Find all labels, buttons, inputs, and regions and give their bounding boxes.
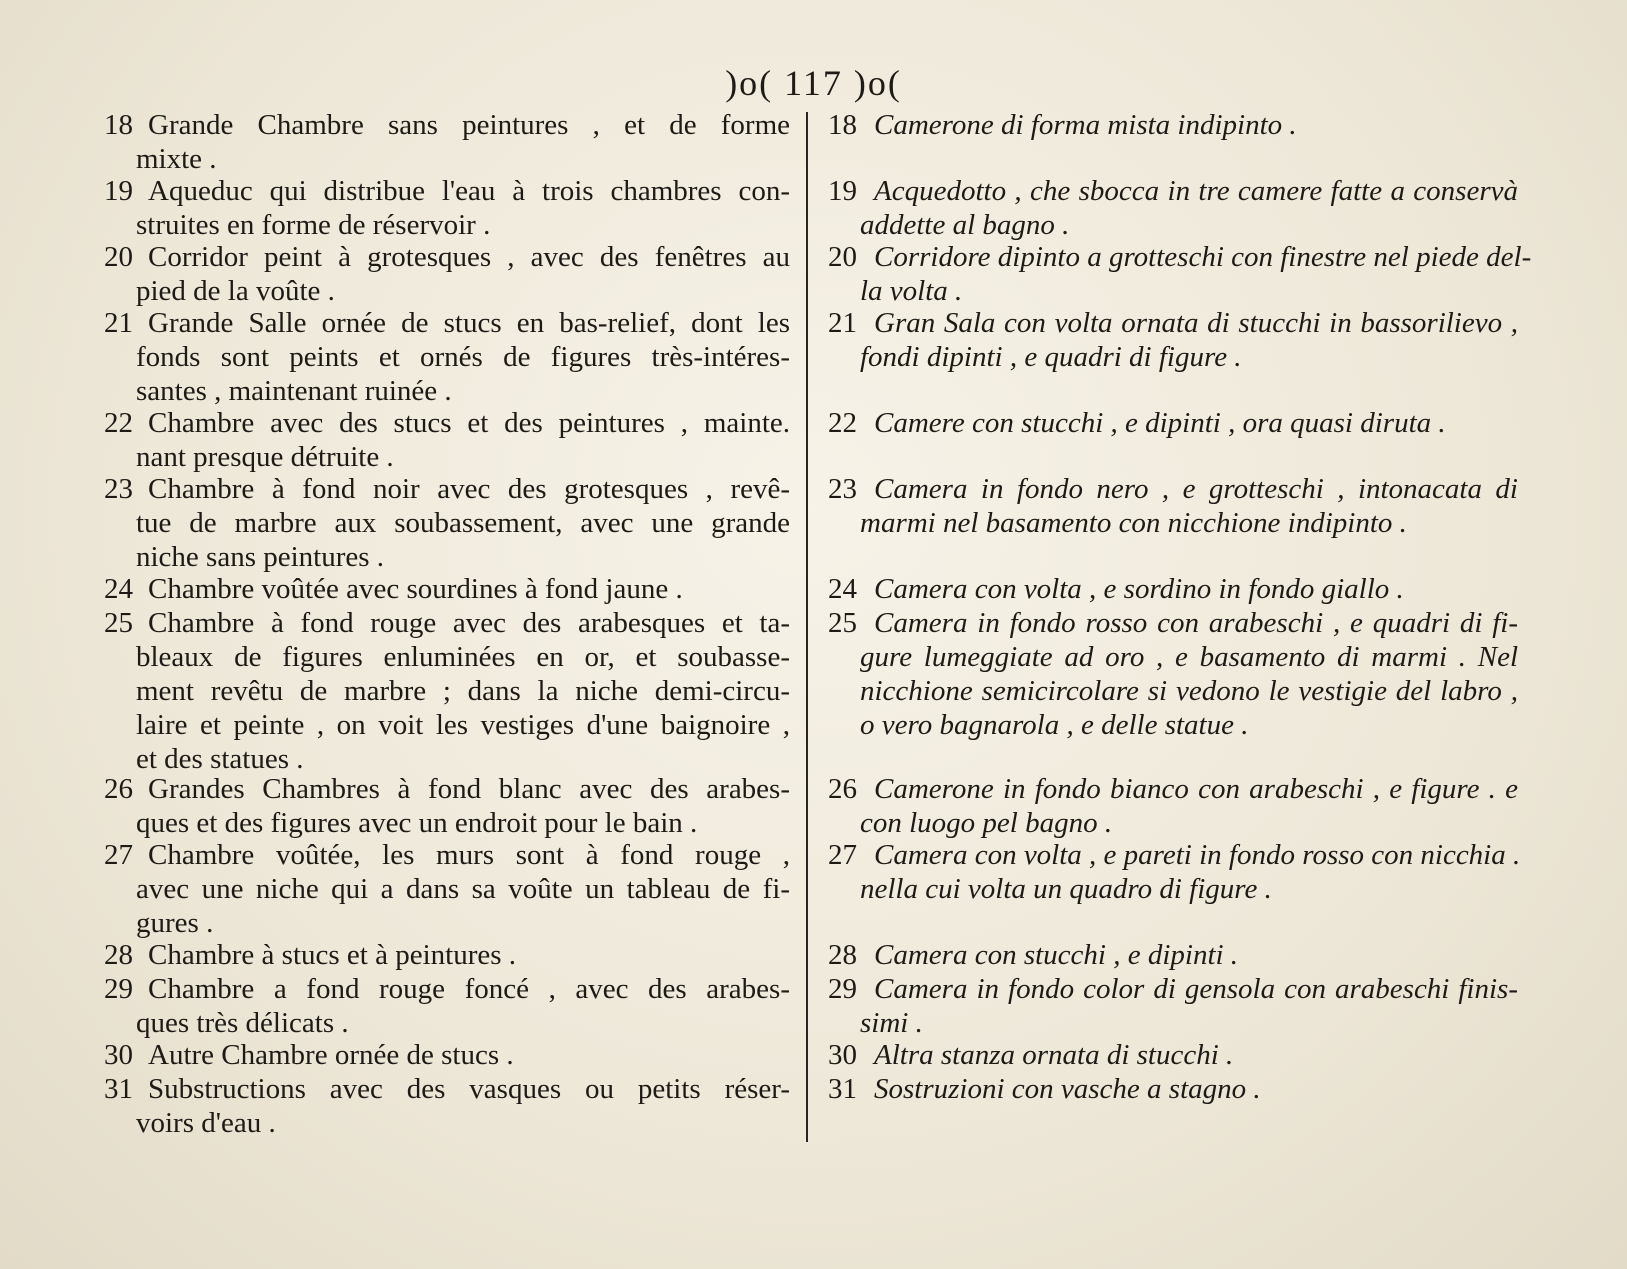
entry-text: laire et peinte , on voit les vestiges d'une baignoire , (136, 709, 790, 741)
french-entry-20 (104, 240, 790, 308)
entry-line (104, 872, 790, 906)
entry-line (828, 708, 1518, 742)
entry-line (828, 108, 1518, 142)
entry-line (104, 674, 790, 708)
entry-number: 18 (828, 109, 857, 141)
entry-line (104, 540, 790, 574)
entry-line (104, 708, 790, 742)
french-entry-25 (104, 606, 790, 776)
entry-text: Camerone in fondo bianco con arabeschi , e figure . e (874, 773, 1518, 805)
entry-line (828, 606, 1518, 640)
entry-line (104, 972, 790, 1006)
italian-entry-27 (828, 838, 1521, 906)
entry-text: ques et des figures avec un endroit pour le bain . (136, 807, 698, 839)
entry-number: 23 (828, 473, 857, 505)
entry-text: Chambre à fond noir avec des grotesques , revê- (148, 473, 790, 505)
entry-line (104, 108, 790, 142)
entry-text: Camerone di forma mista indipinto . (874, 109, 1297, 141)
entry-line (828, 306, 1518, 340)
entry-number: 21 (104, 307, 133, 339)
italian-entry-18 (828, 108, 1518, 142)
entry-number: 27 (104, 839, 133, 871)
italian-entry-30 (828, 1038, 1518, 1072)
entry-text: Corridor peint à grotesques , avec des fenêtres au (148, 241, 790, 273)
entry-line (104, 1106, 790, 1140)
entry-line (104, 340, 790, 374)
column-divider (806, 112, 808, 1142)
entry-text: fonds sont peints et ornés de figures très-intéres- (136, 341, 790, 373)
entry-text: la volta . (860, 275, 963, 307)
entry-line (828, 772, 1518, 806)
entry-text: Chambre voûtée, les murs sont à fond rouge , (148, 839, 790, 871)
entry-number: 24 (828, 573, 857, 605)
french-entry-31 (104, 1072, 790, 1140)
italian-entry-20 (828, 240, 1532, 308)
entry-line (828, 240, 1532, 274)
entry-line (104, 906, 790, 940)
entry-line (828, 274, 1518, 308)
entry-line (828, 838, 1521, 872)
entry-line (828, 872, 1518, 906)
italian-entry-25 (828, 606, 1518, 742)
entry-line (104, 1072, 790, 1106)
entry-text: Gran Sala con volta ornata di stucchi in bassorilievo , (874, 307, 1518, 339)
entry-line (104, 1006, 790, 1040)
entry-text: addette al bagno . (860, 209, 1070, 241)
entry-number: 19 (104, 175, 133, 207)
entry-line (104, 806, 790, 840)
entry-line (104, 274, 790, 308)
entry-line (828, 806, 1518, 840)
entry-text: Camera in fondo rosso con arabeschi , e quadri di fi- (874, 607, 1518, 639)
entry-number: 23 (104, 473, 133, 505)
french-entry-22 (104, 406, 790, 474)
entry-line (104, 506, 790, 540)
entry-line (104, 742, 790, 776)
entry-text: Camera in fondo nero , e grotteschi , intonacata di (874, 473, 1518, 505)
entry-number: 24 (104, 573, 133, 605)
entry-text: Aqueduc qui distribue l'eau à trois chambres con- (148, 175, 790, 207)
entry-line (828, 174, 1518, 208)
entry-text: Camera con volta , e pareti in fondo rosso con nicchia . (874, 839, 1521, 871)
entry-number: 26 (828, 773, 857, 805)
entry-line (828, 1072, 1518, 1106)
page-header: )o( 117 )o( (725, 63, 902, 103)
entry-line (828, 972, 1518, 1006)
entry-line (104, 640, 790, 674)
entry-number: 22 (828, 407, 857, 439)
entry-line (828, 1038, 1518, 1072)
italian-entry-29 (828, 972, 1518, 1040)
entry-number: 26 (104, 773, 133, 805)
entry-number: 19 (828, 175, 857, 207)
entry-text: ques très délicats . (136, 1007, 349, 1039)
entry-line (104, 440, 790, 474)
entry-text: Chambre à fond rouge avec des arabesques et ta- (148, 607, 790, 639)
entry-line (104, 772, 790, 806)
entry-text: Camere con stucchi , e dipinti , ora quasi diruta . (874, 407, 1446, 439)
entry-text: voirs d'eau . (136, 1107, 276, 1139)
french-entry-27 (104, 838, 790, 940)
french-entry-19 (104, 174, 790, 242)
entry-text: Substructions avec des vasques ou petits réser- (148, 1073, 790, 1105)
entry-line (104, 572, 790, 606)
entry-line (104, 1038, 790, 1072)
entry-number: 21 (828, 307, 857, 339)
entry-line (104, 938, 790, 972)
entry-text: avec une niche qui a dans sa voûte un tableau de fi- (136, 873, 790, 905)
french-entry-26 (104, 772, 790, 840)
entry-number: 18 (104, 109, 133, 141)
entry-number: 27 (828, 839, 857, 871)
entry-number: 31 (828, 1073, 857, 1105)
entry-line (104, 406, 790, 440)
entry-text: nella cui volta un quadro di figure . (860, 873, 1272, 905)
entry-text: Camera con volta , e sordino in fondo giallo . (874, 573, 1404, 605)
entry-line (104, 472, 790, 506)
italian-entry-24 (828, 572, 1518, 606)
french-entry-23 (104, 472, 790, 574)
italian-entry-19 (828, 174, 1518, 242)
entry-text: struites en forme de réservoir . (136, 209, 491, 241)
entry-number: 25 (104, 607, 133, 639)
entry-text: Autre Chambre ornée de stucs . (148, 1039, 514, 1071)
italian-entry-26 (828, 772, 1518, 840)
entry-text: gure lumeggiate ad oro , e basamento di marmi . Nel (860, 641, 1518, 673)
entry-text: nicchione semicircolare si vedono le vestigie del labro , (860, 675, 1518, 707)
entry-text: Chambre à stucs et à peintures . (148, 939, 517, 971)
entry-text: nant presque détruite . (136, 441, 394, 473)
entry-line (104, 838, 790, 872)
entry-text: et des statues . (136, 743, 304, 775)
entry-number: 25 (828, 607, 857, 639)
entry-line (104, 606, 790, 640)
french-entry-18 (104, 108, 790, 176)
entry-text: gures . (136, 907, 214, 939)
french-entry-24 (104, 572, 790, 606)
entry-text: marmi nel basamento con nicchione indipinto . (860, 507, 1407, 539)
entry-line (828, 406, 1518, 440)
entry-line (104, 174, 790, 208)
entry-line (104, 142, 790, 176)
entry-number: 30 (104, 1039, 133, 1071)
entry-line (104, 306, 790, 340)
entry-text: o vero bagnarola , e delle statue . (860, 709, 1249, 741)
entry-number: 28 (828, 939, 857, 971)
entry-number: 29 (104, 973, 133, 1005)
entry-text: simi . (860, 1007, 923, 1039)
entry-text: Altra stanza ornata di stucchi . (874, 1039, 1234, 1071)
entry-line (104, 208, 790, 242)
entry-line (828, 1006, 1518, 1040)
italian-entry-31 (828, 1072, 1518, 1106)
french-entry-30 (104, 1038, 790, 1072)
entry-text: Chambre voûtée avec sourdines à fond jaune . (148, 573, 683, 605)
entry-text: ment revêtu de marbre ; dans la niche demi-circu- (136, 675, 790, 707)
french-entry-29 (104, 972, 790, 1040)
entry-text: Corridore dipinto a grotteschi con finestre nel piede del- (874, 241, 1532, 273)
italian-entry-21 (828, 306, 1518, 374)
entry-number: 20 (828, 241, 857, 273)
entry-text: con luogo pel bagno . (860, 807, 1113, 839)
entry-text: mixte . (136, 143, 217, 175)
entry-text: bleaux de figures enluminées en or, et soubasse- (136, 641, 790, 673)
entry-text: Chambre a fond rouge foncé , avec des arabes- (148, 973, 790, 1005)
entry-text: santes , maintenant ruinée . (136, 375, 452, 407)
french-entry-28 (104, 938, 790, 972)
entry-line (104, 374, 790, 408)
entry-text: Camera in fondo color di gensola con arabeschi finis- (874, 973, 1518, 1005)
entry-text: niche sans peintures . (136, 541, 385, 573)
entry-text: Grandes Chambres à fond blanc avec des arabes- (148, 773, 790, 805)
italian-entry-22 (828, 406, 1518, 440)
entry-text: Grande Chambre sans peintures , et de forme (148, 109, 790, 141)
entry-text: Grande Salle ornée de stucs en bas-relief, dont les (148, 307, 790, 339)
entry-text: tue de marbre aux soubassement, avec une grande (136, 507, 790, 539)
entry-line (828, 572, 1518, 606)
entry-text: Acquedotto , che sbocca in tre camere fatte a conservà (874, 175, 1518, 207)
entry-text: Camera con stucchi , e dipinti . (874, 939, 1239, 971)
french-entry-21 (104, 306, 790, 408)
entry-text: fondi dipinti , e quadri di figure . (860, 341, 1242, 373)
italian-entry-28 (828, 938, 1518, 972)
entry-line (828, 472, 1518, 506)
entry-number: 28 (104, 939, 133, 971)
entry-number: 31 (104, 1073, 133, 1105)
entry-line (828, 640, 1518, 674)
entry-line (828, 938, 1518, 972)
entry-text: Sostruzioni con vasche a stagno . (874, 1073, 1261, 1105)
entry-line (828, 506, 1518, 540)
entry-number: 20 (104, 241, 133, 273)
entry-line (828, 340, 1518, 374)
entry-number: 22 (104, 407, 133, 439)
italian-entry-23 (828, 472, 1518, 540)
entry-line (828, 674, 1518, 708)
entry-line (828, 208, 1518, 242)
entry-number: 30 (828, 1039, 857, 1071)
entry-line (104, 240, 790, 274)
entry-text: pied de la voûte . (136, 275, 335, 307)
entry-number: 29 (828, 973, 857, 1005)
entry-text: Chambre avec des stucs et des peintures , mainte. (148, 407, 790, 439)
